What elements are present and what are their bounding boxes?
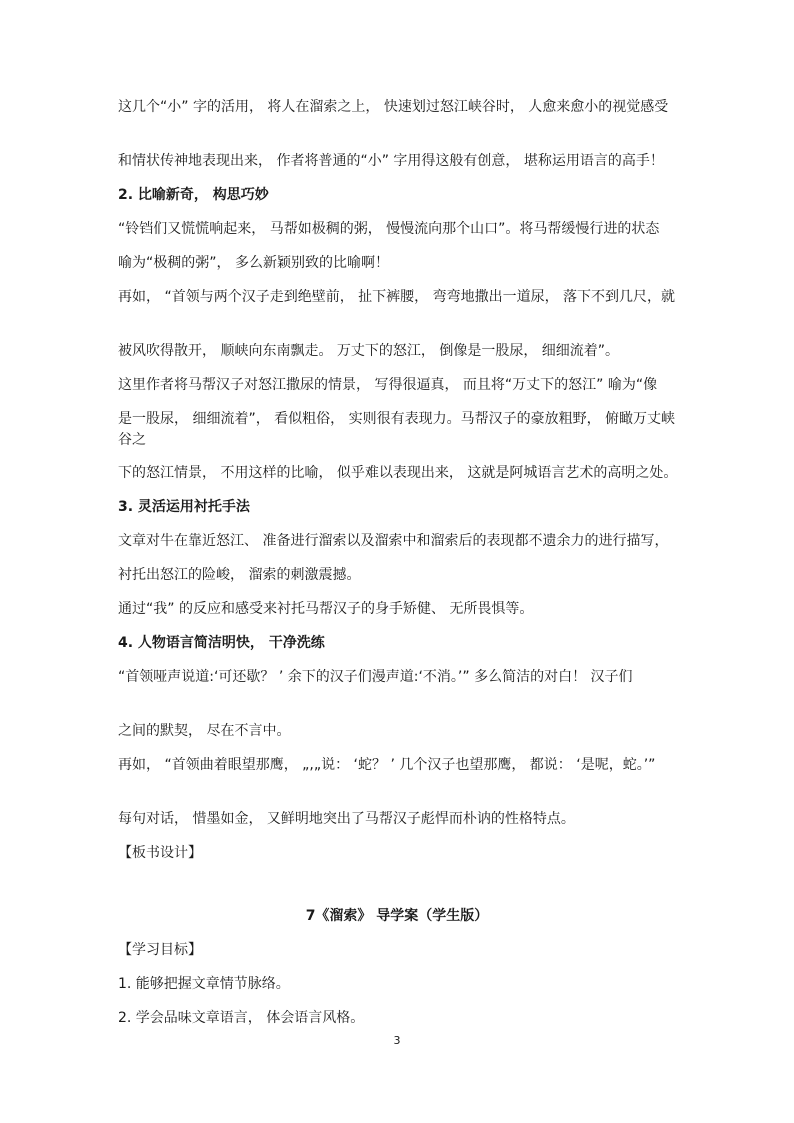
paragraph: “铃铛们又慌慌响起来， 马帮如极稠的粥， 慢慢流向那个山口”。将马帮缓慢行进的状态: [118, 221, 660, 237]
paragraph: “首领哑声说道:‘可还歇？ ’ 余下的汉子们漫声道:‘不消。’” 多么简洁的对白！ 汉子们: [118, 669, 633, 685]
paragraph: 这几个“小” 字的活用， 将人在溜索之上， 快速划过怒江峡谷时， 人愈来愈小的视觉感受: [118, 99, 669, 115]
paragraph: 再如， “首领与两个汉子走到绝壁前， 扯下裤腰， 弯弯地撒出一道尿， 落下不到几尺，就: [118, 289, 676, 305]
paragraph: 之间的默契， 尽在不言中。: [118, 723, 291, 739]
paragraph: 和情状传神地表现出来， 作者将普通的“小” 字用得这般有创意， 堪称运用语言的高手！: [118, 153, 664, 169]
paragraph: 文章对牛在靠近怒江、 准备进行溜索以及溜索中和溜索后的表现都不遗余力的进行描写，: [118, 533, 669, 549]
paragraph: 被风吹得散开， 顺峡向东南飘走。 万丈下的怒江， 倒像是一股尿， 细细流着”。: [118, 343, 620, 359]
paragraph: 下的怒江情景， 不用这样的比喻， 似乎难以表现出来， 这就是阿城语言艺术的高明之处。: [118, 465, 678, 481]
page-number: 3: [393, 1034, 401, 1047]
section-heading: 4. 人物语言简洁明快， 干净洗练: [118, 635, 325, 651]
paragraph: 喻为“极稠的粥”， 多么新颖别致的比喻啊！: [118, 255, 389, 271]
paragraph: 这里作者将马帮汉子对怒江撒尿的情景， 写得很逼真， 而且将“万丈下的怒江” 喻为“像: [118, 377, 658, 393]
learning-goals-label: 【学习目标】: [118, 942, 202, 958]
paragraph: 再如， “首领曲着眼望那鹰， „,„说： ‘蛇？ ’ 几个汉子也望那鹰， 都说： ‘是呢，蛇。’”: [118, 757, 656, 773]
paragraph: 是一股尿， 细细流着”， 看似粗俗， 实则很有表现力。马帮汉子的豪放粗野， 俯瞰万丈峡谷之: [118, 411, 676, 448]
section-title: 7《溜索》 导学案（学生版）: [305, 908, 489, 924]
paragraph: 衬托出怒江的险峻， 溜索的刺激震撼。: [118, 567, 361, 583]
paragraph: 通过“我” 的反应和感受来衬托马帮汉子的身手矫健、 无所畏惧等。: [118, 601, 534, 617]
list-item: 2. 学会品味文章语言， 体会语言风格。: [118, 1010, 365, 1026]
section-heading: 3. 灵活运用衬托手法: [118, 499, 250, 515]
paragraph: 每句对话， 惜墨如金， 又鲜明地突出了马帮汉子彪悍而朴讷的性格特点。: [118, 811, 575, 827]
list-item: 1. 能够把握文章情节脉络。: [118, 976, 290, 992]
board-design-label: 【板书设计】: [118, 845, 202, 861]
section-heading: 2. 比喻新奇， 构思巧妙: [118, 187, 269, 203]
